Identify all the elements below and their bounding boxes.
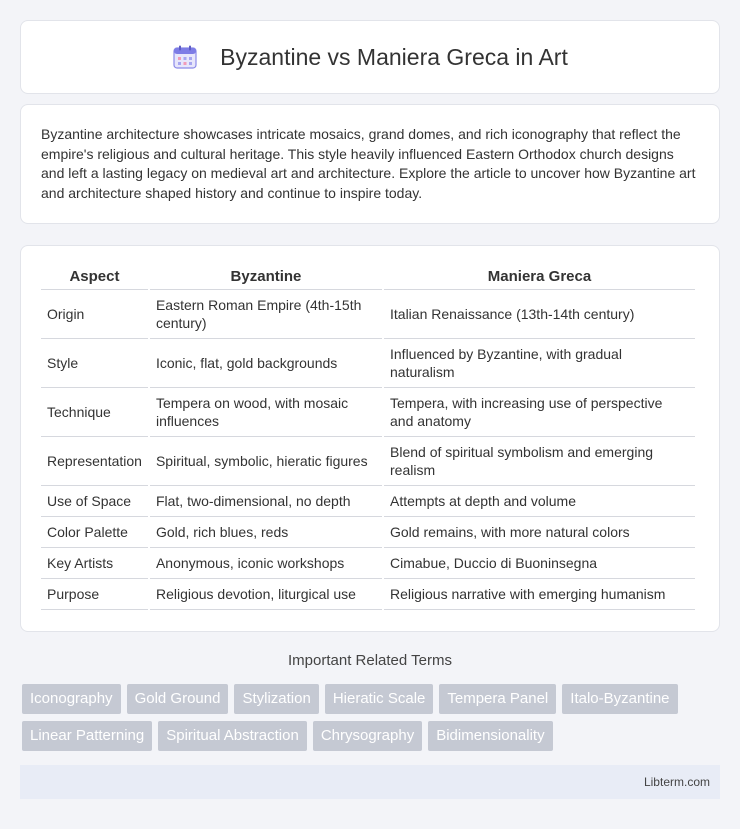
table-cell: Anonymous, iconic workshops [150,548,382,579]
calendar-icon [172,44,198,70]
intro-text: Byzantine architecture showcases intricate mosaics, grand domes, and rich iconography that reflect the empire's religious and cultural heritage. This style heavily influenced Eastern Orthodox church designs and left a lasting legacy on medieval art and architecture. Explore the article to uncover how Byzantine art and architecture shaped history and continue to inspire today. [41,126,696,201]
table-cell: Gold remains, with more natural colors [384,517,695,548]
tag-row [22,684,722,714]
table-cell: Influenced by Byzantine, with gradual naturalism [384,339,695,388]
table-row [41,517,695,548]
tag-iconography[interactable]: Iconography [22,684,121,714]
table-cell: Tempera, with increasing use of perspective and anatomy [384,388,695,437]
related-terms-heading: Important Related Terms [288,652,452,669]
table-cell: Italian Renaissance (13th-14th century) [384,290,695,339]
table-row [41,437,695,486]
table-row [41,486,695,517]
table-cell: Style [41,339,148,388]
title-card [20,20,720,94]
table-cell: Representation [41,437,148,486]
header-aspect: Aspect [41,264,148,290]
table-cell: Eastern Roman Empire (4th-15th century) [150,290,382,339]
header-maniera-greca: Maniera Greca [384,264,695,290]
table-cell: Attempts at depth and volume [384,486,695,517]
tag-tempera-panel[interactable]: Tempera Panel [439,684,556,714]
comparison-table [39,264,697,610]
table-cell: Origin [41,290,148,339]
tag-hieratic-scale[interactable]: Hieratic Scale [325,684,434,714]
table-cell: Blend of spiritual symbolism and emerging realism [384,437,695,486]
table-cell: Gold, rich blues, reds [150,517,382,548]
related-terms-tags [22,684,722,758]
table-row [41,339,695,388]
tag-bidimensionality[interactable]: Bidimensionality [428,721,552,751]
tag-row [22,721,722,751]
table-cell: Purpose [41,579,148,610]
table-cell: Iconic, flat, gold backgrounds [150,339,382,388]
table-cell: Cimabue, Duccio di Buoninsegna [384,548,695,579]
tag-gold-ground[interactable]: Gold Ground [127,684,229,714]
table-cell: Tempera on wood, with mosaic influences [150,388,382,437]
footer [20,765,720,799]
tag-stylization[interactable]: Stylization [234,684,318,714]
table-cell: Flat, two-dimensional, no depth [150,486,382,517]
header-byzantine: Byzantine [150,264,382,290]
comparison-card [20,245,720,632]
tag-linear-patterning[interactable]: Linear Patterning [22,721,152,751]
table-cell: Key Artists [41,548,148,579]
table-header-row [41,264,695,290]
tag-chrysography[interactable]: Chrysography [313,721,422,751]
page-title: Byzantine vs Maniera Greca in Art [220,43,568,70]
table-row [41,388,695,437]
tag-spiritual-abstraction[interactable]: Spiritual Abstraction [158,721,307,751]
table-cell: Technique [41,388,148,437]
table-row [41,579,695,610]
intro-card [20,104,720,224]
table-row [41,290,695,339]
tag-italo-byzantine[interactable]: Italo-Byzantine [562,684,677,714]
table-cell: Color Palette [41,517,148,548]
table-cell: Use of Space [41,486,148,517]
table-cell: Religious narrative with emerging humanism [384,579,695,610]
table-row [41,548,695,579]
table-cell: Spiritual, symbolic, hieratic figures [150,437,382,486]
footer-site-link[interactable]: Libterm.com [643,775,710,789]
table-cell: Religious devotion, liturgical use [150,579,382,610]
